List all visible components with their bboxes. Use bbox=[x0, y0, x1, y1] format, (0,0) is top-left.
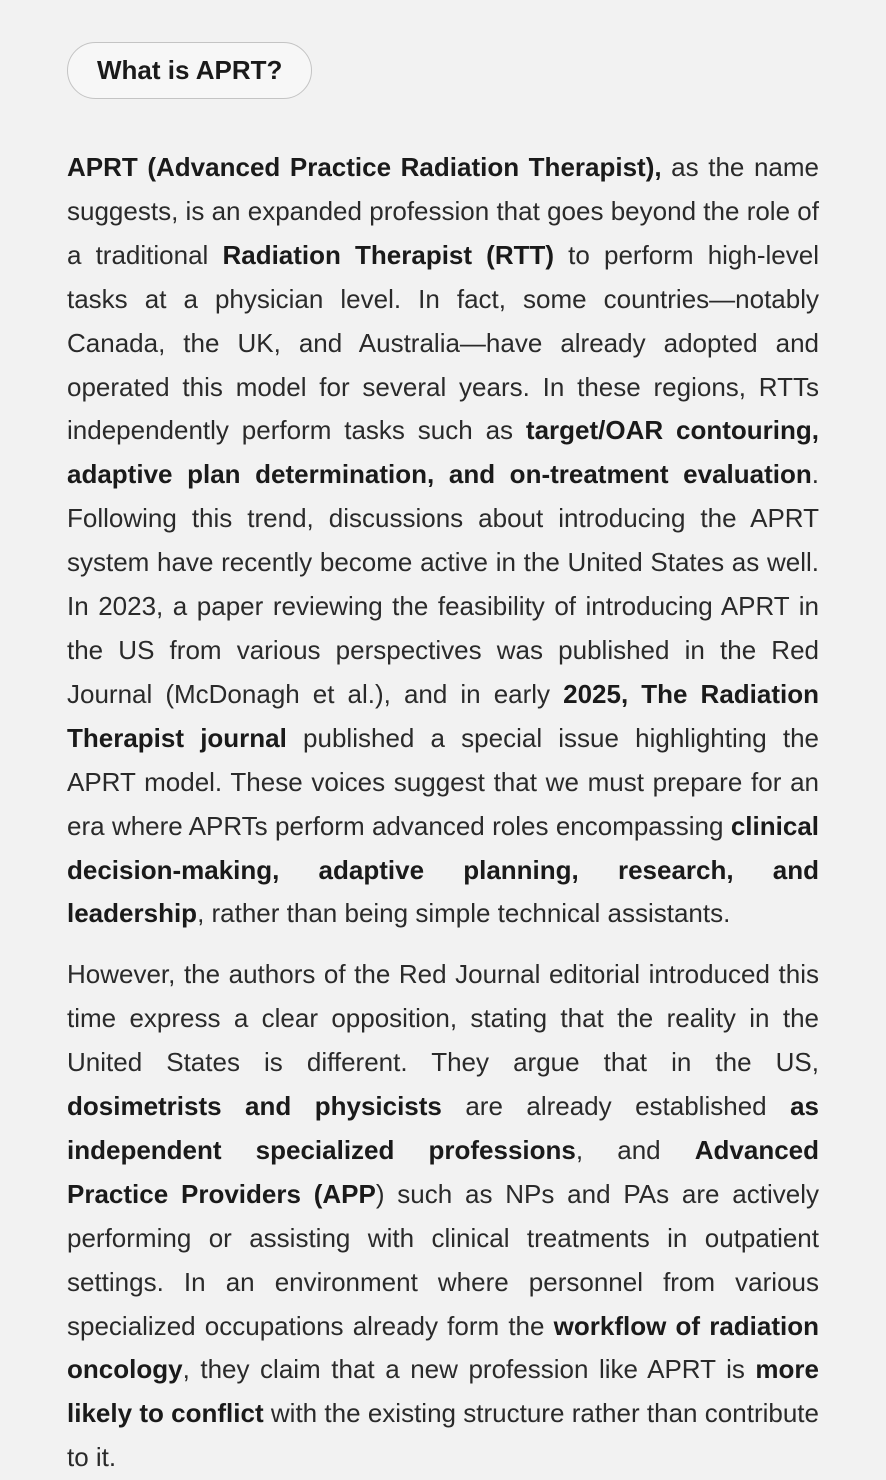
body-text: ) such as NPs and PAs are actively performing or assisting with clinical treatments in outpatient settings. In an environment where personnel from various specialized occupations already form the bbox=[67, 1178, 819, 1341]
emphasis-aprt-definition: APRT (Advanced Practice Radiation Therapist), bbox=[67, 152, 662, 182]
section-title: What is APRT? bbox=[97, 55, 283, 85]
body-text: . Following this trend, discussions about introducing the APRT system have recently become active in the United States as well. In 2023, a paper reviewing the feasibility of introducing APRT in the US from various perspectives was published in the Red Journal (McDonagh et al.), and in early bbox=[67, 459, 819, 709]
body-text: , and bbox=[575, 1134, 695, 1165]
paragraph-editorial-opposition bbox=[67, 953, 819, 1480]
emphasis-workflow: workflow of radiation oncology bbox=[67, 1310, 819, 1385]
body-text: are already established bbox=[441, 1091, 791, 1122]
emphasis-independent-professions: as independent specialized professions bbox=[67, 1091, 819, 1165]
emphasis-app: Advanced Practice Providers (APP bbox=[67, 1134, 819, 1209]
body-text: , they claim that a new profession like APRT is bbox=[182, 1354, 756, 1385]
body-text: to perform high-level tasks at a physician level. In fact, some countries—notably Canada, the UK, and Australia—have already adopted and operated this model for several years. In these regions, RTTs independently perform tasks such as bbox=[67, 239, 819, 446]
body-text: , rather than being simple technical assistants. bbox=[197, 898, 731, 929]
emphasis-rtt: Radiation Therapist (RTT) bbox=[222, 239, 555, 270]
paragraph-aprt-overview bbox=[67, 146, 819, 936]
body-text: with the existing structure rather than contribute to it. bbox=[67, 1398, 819, 1473]
emphasis-aprt-roles: clinical decision-making, adaptive planning, research, and leadership bbox=[67, 810, 819, 929]
emphasis-journal: 2025, The Radiation Therapist journal bbox=[67, 678, 819, 753]
section-title-badge bbox=[67, 42, 312, 99]
body-text: However, the authors of the Red Journal editorial introduced this time express a clear opposition, stating that the reality in the United States is different. They argue that in the US, bbox=[67, 959, 819, 1078]
emphasis-dosimetrists: dosimetrists and physicists bbox=[67, 1091, 442, 1122]
body-text: as the name suggests, is an expanded profession that goes beyond the role of a traditional bbox=[67, 152, 819, 270]
emphasis-rtt-tasks: target/OAR contouring, adaptive plan determination, and on-treatment evaluation bbox=[67, 415, 819, 490]
body-text: published a special issue highlighting the APRT model. These voices suggest that we must prepare for an era where APRTs perform advanced roles encompassing bbox=[67, 722, 820, 841]
emphasis-conflict: more likely to conflict bbox=[67, 1354, 819, 1429]
